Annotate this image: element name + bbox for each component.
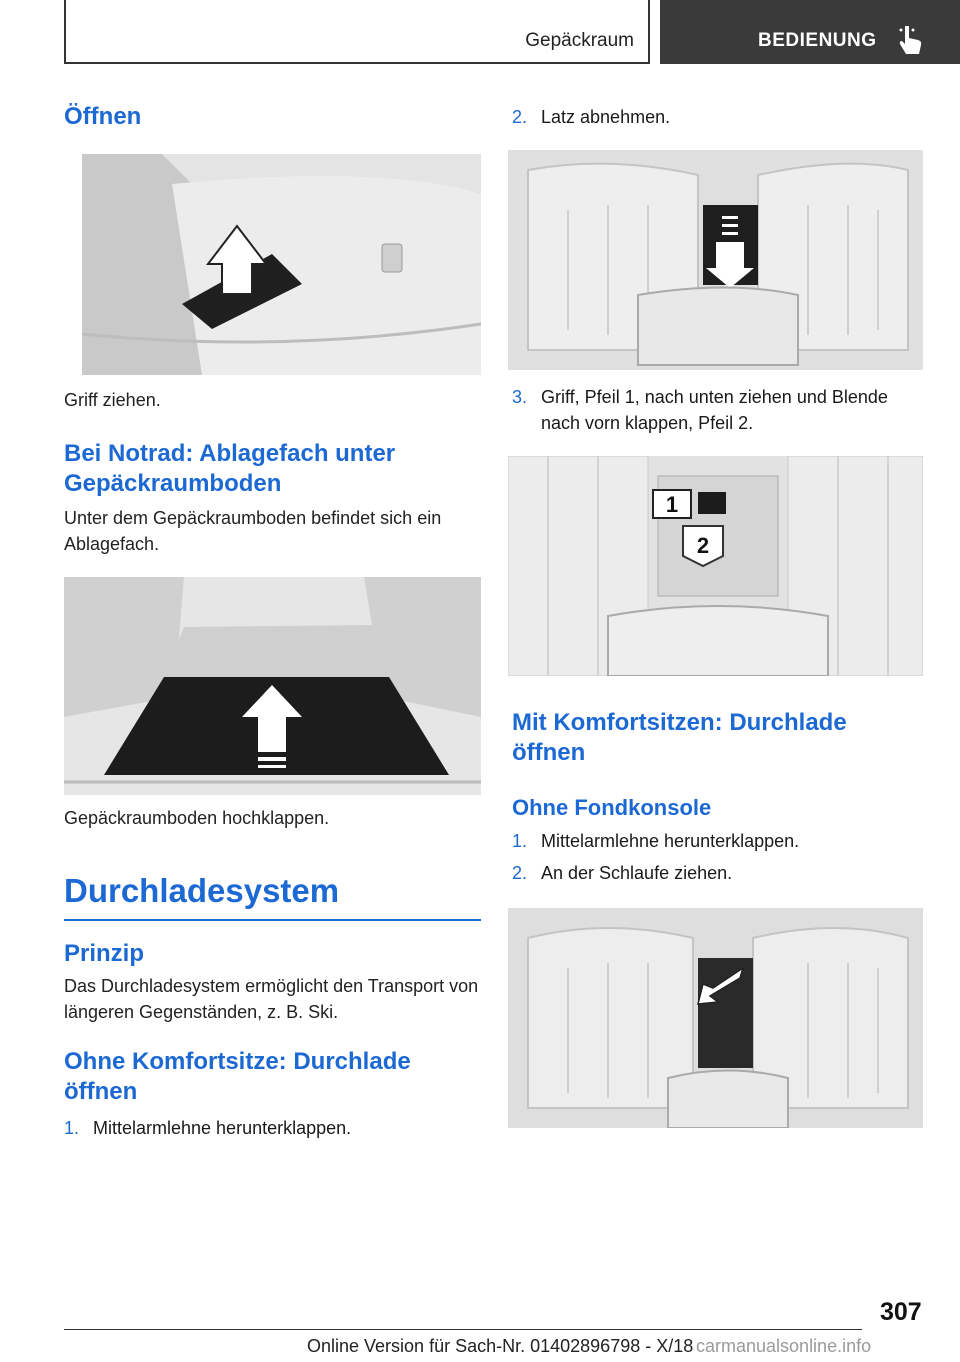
step-number: 2.: [512, 863, 528, 883]
heading-durchladesystem: Durchladesystem: [64, 872, 340, 909]
heading-prinzip: Prinzip: [64, 940, 145, 967]
watermark: carmanualsonline.info: [696, 1336, 872, 1356]
paragraph-notrad: Unter dem Gepäckraumboden befindet sich ein Ablagefach.: [64, 508, 442, 554]
list-item: [512, 828, 923, 854]
step-text: Latz abnehmen.: [541, 107, 671, 127]
heading-notrad: Bei Notrad: Ablagefach unter Gepäckraumboden: [64, 440, 396, 497]
section-title: Gepäckraum: [525, 30, 634, 51]
left-column: [64, 96, 481, 1141]
image-loop-pull: [508, 908, 923, 1128]
page-number: 307: [880, 1298, 922, 1326]
heading-ohne-komfortsitze: Ohne Komfortsitze: Durchlade öffnen: [64, 1048, 411, 1105]
step-text: Griff, Pfeil 1, nach unten ziehen und Blende nach vorn klappen, Pfeil 2.: [541, 387, 888, 433]
heading-oeffnen: Öffnen: [64, 103, 142, 130]
heading-mit-komfortsitzen: Mit Komfortsitzen: Durchlade öffnen: [512, 709, 847, 766]
footer-text: Online Version für Sach-Nr. 01402896798 - X/18: [307, 1336, 694, 1356]
image-rear-seat-handle: [508, 456, 923, 676]
list-item: [512, 384, 923, 436]
image-trunk-floor: [64, 577, 481, 795]
header-chapter-box: [660, 0, 960, 64]
image-rear-seat-flap: [508, 150, 923, 370]
through-load-opening: [698, 958, 753, 1068]
pointing-hand-icon: [896, 24, 926, 56]
step-text: Mittelarmlehne herunterklappen.: [541, 831, 800, 851]
step-text: Mittelarmlehne herunterklappen.: [93, 1118, 352, 1138]
list-item: [64, 1115, 481, 1141]
footer-rule: [64, 1329, 862, 1330]
list-item: [512, 860, 923, 886]
chapter-title: BEDIENUNG: [758, 30, 877, 51]
image-label-2: 2: [696, 533, 710, 558]
image-trunk-handle: [82, 154, 481, 375]
step-number: 1.: [512, 831, 528, 851]
heading-ohne-fondkonsole: Ohne Fondkonsole: [512, 795, 712, 820]
step-number: 1.: [64, 1118, 80, 1138]
list-item: [512, 104, 923, 130]
step-number: 3.: [512, 387, 528, 407]
step-text: An der Schlaufe ziehen.: [541, 863, 733, 883]
image-label-1: 1: [665, 492, 679, 517]
paragraph-prinzip: Das Durchladesystem ermöglicht den Transport von längeren Gegenständen, z. B. Ski.: [64, 976, 479, 1022]
header-section-box: [64, 0, 650, 64]
step-number: 2.: [512, 107, 528, 127]
right-column: [508, 96, 923, 1128]
caption-griff: Griff ziehen.: [64, 390, 161, 410]
heading-rule: [64, 919, 481, 921]
caption-boden: Gepäckraumboden hochklappen.: [64, 808, 330, 828]
